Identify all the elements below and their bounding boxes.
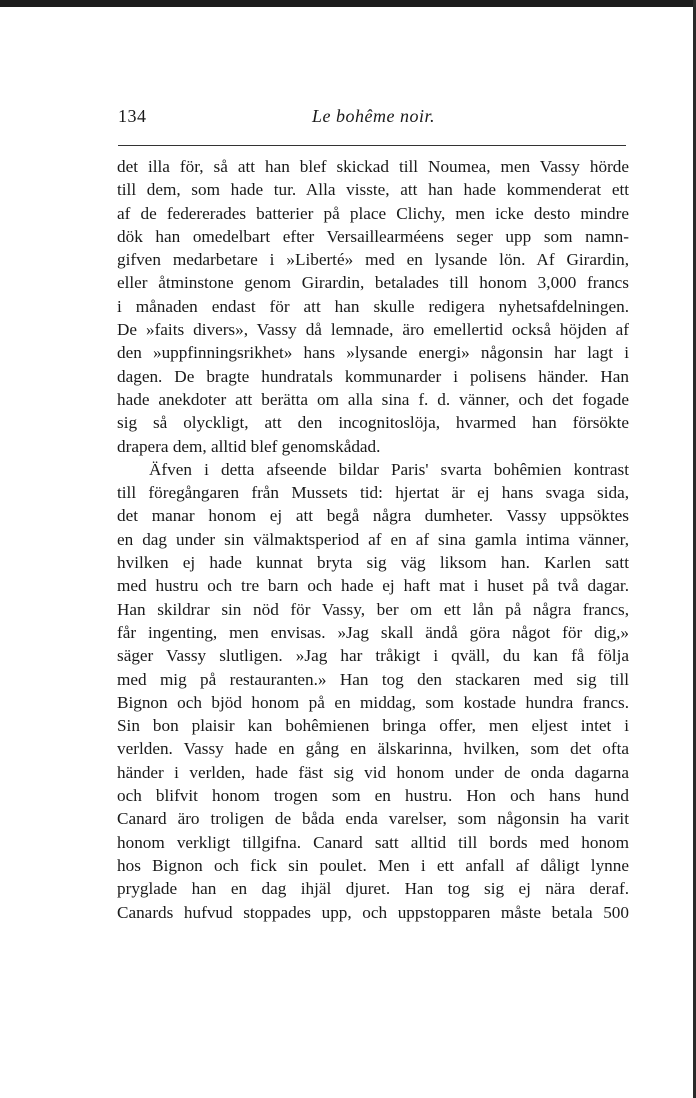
- text-line: till föregångaren från Mussets tid: hjertat är ej hans svaga sida,: [117, 483, 629, 503]
- text-line: hos Bignon och fick sin poulet. Men i ett anfall af dåligt lynne: [117, 855, 629, 875]
- text-line: med hustru och tre barn och hade ej haft mat i huset på två dagar.: [117, 576, 629, 596]
- text-line: den »uppfinningsrikhet» hans »lysande energi» någonsin har lagt i: [117, 343, 629, 363]
- text-line: pryglade han en dag ihjäl djuret. Han tog sig ej nära deraf.: [117, 879, 629, 899]
- body-text: [117, 155, 629, 924]
- text-line: dök han omedelbart efter Versaillearméens seger upp som namn-: [117, 226, 629, 246]
- text-line: honom verkligt tillgifna. Canard satt alltid till bords med honom: [117, 832, 629, 852]
- text-line: dagen. De bragte hundratals kommunarder i polisens händer. Han: [117, 366, 629, 386]
- text-line: en dag under sin välmaktsperiod af en af sina gamla intima vänner,: [117, 529, 629, 549]
- text-line: Han skildrar sin nöd för Vassy, ber om ett lån på några francs,: [117, 599, 629, 619]
- paragraph-first-line: Äfven i detta afseende bildar Paris' svarta bohêmien kontrast: [149, 459, 629, 479]
- text-line: och blifvit honom trogen som en hustru. Hon och hans hund: [117, 786, 629, 806]
- page-number: 134: [118, 106, 147, 126]
- text-line: till dem, som hade tur. Alla visste, att han hade kommenderat ett: [117, 180, 629, 200]
- page-top-edge: [0, 0, 696, 7]
- text-line: det illa för, så att han blef skickad till Noumea, men Vassy hörde: [117, 157, 629, 176]
- running-title: Le bohême noir.: [312, 106, 435, 126]
- text-line: i månaden endast för att han skulle redigera nyhetsafdelningen.: [117, 296, 629, 316]
- text-line: verlden. Vassy hade en gång en älskarinna, hvilken, som det ofta: [117, 739, 629, 759]
- text-line: säger Vassy slutligen. »Jag har tråkigt i qväll, du kan få följa: [117, 646, 629, 666]
- text-line: får ingenting, men envisas. »Jag skall ändå göra något för dig,»: [117, 622, 629, 642]
- text-line: det manar honom ej att begå några dumheter. Vassy uppsöktes: [117, 506, 629, 526]
- text-line: hvilken ej hade kunnat bryta sig väg liksom han. Karlen satt: [117, 553, 629, 573]
- text-line: Bignon och bjöd honom på en middag, som kostade hundra francs.: [117, 692, 629, 712]
- paragraph-last-line: drapera dem, alltid blef genomskådad.: [117, 436, 381, 456]
- header-rule: [118, 145, 626, 146]
- text-line: händer i verlden, hade fäst sig vid honom under de onda dagarna: [117, 762, 629, 782]
- text-line: De »faits divers», Vassy då lemnade, äro emellertid också höjden af: [117, 320, 629, 340]
- page-header: [118, 106, 626, 136]
- text-line: eller åtminstone genom Girardin, betalades till honom 3,000 francs: [117, 273, 629, 293]
- text-line: Sin bon plaisir kan bohêmienen bringa offer, men eljest intet i: [117, 716, 629, 736]
- text-line: Canard äro troligen de båda enda varelser, som någonsin ha varit: [117, 809, 629, 829]
- text-line: hade anekdoter att berätta om alla sina f. d. vänner, och det fogade: [117, 389, 629, 409]
- text-line: af de federerades batterier på place Clichy, men icke desto mindre: [117, 203, 629, 223]
- text-line: gifven medarbetare i »Liberté» med en lysande lön. Af Girardin,: [117, 250, 629, 270]
- text-line: med mig på restauranten.» Han tog den stackaren med sig till: [117, 669, 629, 689]
- text-line: sig så olyckligt, att den incognitoslöja, hvarmed han försökte: [117, 413, 629, 433]
- text-line: Canards hufvud stoppades upp, och uppstopparen måste betala 500: [117, 902, 629, 922]
